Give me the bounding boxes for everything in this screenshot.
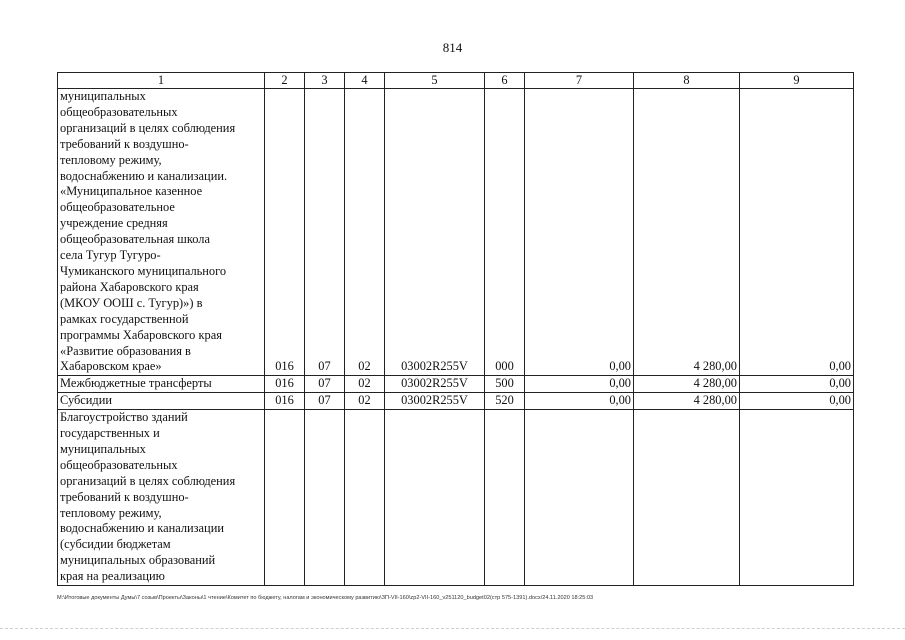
cell-amount-9: 0,00: [740, 393, 854, 410]
desc-line: водоснабжению и канализации.: [60, 168, 228, 183]
desc-line: «Муниципальное казенное: [60, 184, 203, 199]
desc-line: рамках государственной: [60, 311, 189, 326]
desc-line: муниципальных образований: [60, 553, 216, 568]
desc-line: Хабаровском крае»: [60, 359, 162, 374]
cell-ministry-code: 016: [265, 89, 305, 376]
column-header: 3: [305, 73, 345, 89]
cell-amount-8: 4 280,00: [634, 393, 740, 410]
cell-target-article: 03002R255V: [385, 89, 485, 376]
header-row: [58, 73, 854, 89]
column-header: 6: [485, 73, 525, 89]
column-header: 5: [385, 73, 485, 89]
file-path-footer: M:\Итоговые документы Думы\7 созыв\Проекты\Законы\1 чтение\Комитет по бюджету, налогам и экономическому развитию\ЗП-VII-160\zp2-VII-160_v251120_budget02(стр 575-1391).docx/24.11.2020 18:25:03: [57, 595, 594, 601]
cell-expense-type: 500: [485, 376, 525, 393]
desc-line: общеобразовательных: [60, 457, 178, 472]
cell-amount-9: 0,00: [740, 89, 854, 376]
cell-ministry-code: 016: [265, 393, 305, 410]
desc-line: края на реализацию: [60, 569, 165, 584]
cell-subsection-code: 02: [345, 89, 385, 376]
desc-line: (МКОУ ООШ с. Тугур)») в: [60, 295, 203, 310]
cell-amount-8: 4 280,00: [634, 376, 740, 393]
desc-line: Благоустройство зданий: [60, 410, 188, 425]
cell-amount-9: 0,00: [740, 376, 854, 393]
column-header: 4: [345, 73, 385, 89]
desc-line: Чумиканского муниципального: [60, 263, 227, 278]
column-header: 8: [634, 73, 740, 89]
cell-expense-type: 000: [485, 89, 525, 376]
desc-line: муниципальных: [60, 441, 146, 456]
budget-table: [57, 72, 854, 586]
desc-line: учреждение средняя: [60, 216, 168, 231]
table-row: [58, 376, 854, 393]
cell-amount-7: 0,00: [525, 393, 634, 410]
column-header: 2: [265, 73, 305, 89]
cell-expense-type: [485, 410, 525, 586]
desc-line: организаций в целях соблюдения: [60, 473, 236, 488]
cell-ministry-code: 016: [265, 376, 305, 393]
desc-line: общеобразовательных: [60, 104, 178, 119]
desc-line: организаций в целях соблюдения: [60, 120, 236, 135]
cell-section-code: [305, 410, 345, 586]
column-header: 7: [525, 73, 634, 89]
cell-target-article: [385, 410, 485, 586]
desc-line: требований к воздушно-: [60, 136, 189, 151]
desc-line: муниципальных: [60, 89, 146, 103]
column-header: 1: [58, 73, 265, 89]
page-number: 814: [442, 40, 463, 55]
table-row: [58, 410, 854, 586]
cell-amount-8: [634, 410, 740, 586]
row-description: [58, 410, 265, 586]
desc-line: района Хабаровского края: [60, 279, 199, 294]
desc-line: общеобразовательное: [60, 200, 175, 215]
cell-section-code: 07: [305, 376, 345, 393]
desc-line: села Тугур Тугуро-: [60, 248, 161, 263]
cell-section-code: 07: [305, 393, 345, 410]
scan-edge-divider: [0, 628, 905, 630]
cell-amount-8: 4 280,00: [634, 89, 740, 376]
cell-amount-7: 0,00: [525, 89, 634, 376]
cell-amount-7: 0,00: [525, 376, 634, 393]
row-description: Субсидии: [58, 393, 265, 410]
row-description: Межбюджетные трансферты: [58, 376, 265, 393]
desc-line: общеобразовательная школа: [60, 232, 210, 247]
desc-line: «Развитие образования в: [60, 343, 191, 358]
cell-subsection-code: 02: [345, 393, 385, 410]
desc-line: водоснабжению и канализации: [60, 521, 224, 536]
table-row: [58, 393, 854, 410]
cell-target-article: 03002R255V: [385, 376, 485, 393]
cell-subsection-code: [345, 410, 385, 586]
row-description: [58, 89, 265, 376]
desc-line: программы Хабаровского края: [60, 327, 222, 342]
cell-subsection-code: 02: [345, 376, 385, 393]
desc-line: государственных и: [60, 426, 160, 441]
desc-line: (субсидии бюджетам: [60, 537, 171, 552]
desc-line: тепловому режиму,: [60, 152, 162, 167]
desc-line: тепловому режиму,: [60, 505, 162, 520]
cell-expense-type: 520: [485, 393, 525, 410]
cell-target-article: 03002R255V: [385, 393, 485, 410]
cell-amount-9: [740, 410, 854, 586]
cell-amount-7: [525, 410, 634, 586]
cell-ministry-code: [265, 410, 305, 586]
desc-line: требований к воздушно-: [60, 489, 189, 504]
table-row: [58, 89, 854, 376]
column-header: 9: [740, 73, 854, 89]
cell-section-code: 07: [305, 89, 345, 376]
